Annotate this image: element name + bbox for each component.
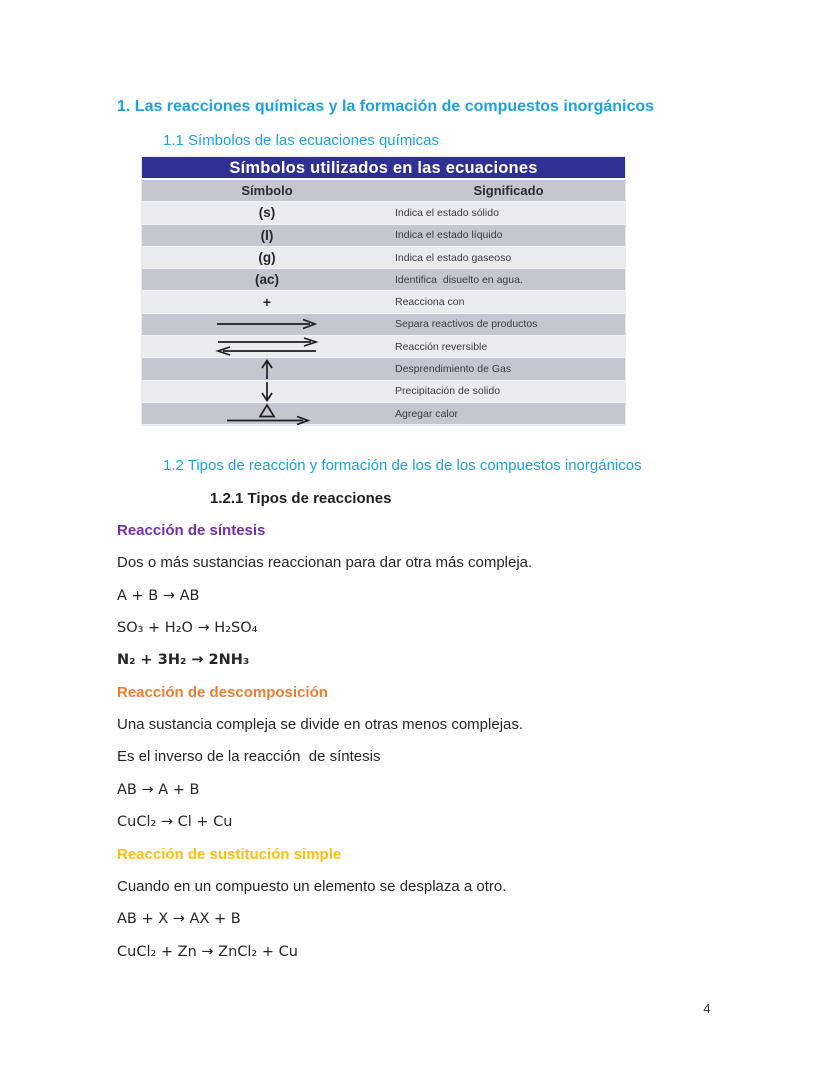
heading-tipos-reacciones: 1.2.1 Tipos de reacciones <box>210 490 392 507</box>
section-heading: Reacción de descomposición <box>117 683 328 701</box>
column-header-significado: Significado <box>473 183 544 199</box>
meaning-cell: Reacciona con <box>395 296 465 309</box>
equation-line: AB → A + B <box>117 781 200 798</box>
page-title: 1. Las reacciones químicas y la formación de compuestos inorgánicos <box>117 98 655 115</box>
symbol-cell: (g) <box>258 250 276 266</box>
page-number: 4 <box>703 1001 711 1016</box>
meaning-cell: Identifica disuelto en agua. <box>395 273 523 286</box>
table-row <box>142 358 625 380</box>
table-title: Símbolos utilizados en las ecuaciones <box>142 157 625 180</box>
column-header-simbolo: Símbolo <box>241 183 293 199</box>
paragraph-line: Es el inverso de la reacción de síntesis <box>117 748 381 766</box>
meaning-cell: Separa reactivos de productos <box>395 318 538 331</box>
equation-line: CuCl₂ → Cl + Cu <box>117 814 233 831</box>
symbol-cell: (ac) <box>254 272 279 288</box>
symbols-table <box>142 157 625 425</box>
table-row <box>142 247 625 269</box>
section-heading: Reacción de sustitución simple <box>117 845 342 863</box>
delta-right-arrow-icon <box>142 402 392 425</box>
reversible-arrows-icon <box>142 337 392 356</box>
meaning-cell: Indica el estado gaseoso <box>395 251 512 264</box>
equation-line: N₂ + 3H₂ → 2NH₃ <box>117 652 250 669</box>
paragraph-line: Cuando en un compuesto un elemento se desplaza a otro. <box>117 877 507 895</box>
meaning-cell: Indica el estado líquido <box>395 229 503 242</box>
equation-line: CuCl₂ + Zn → ZnCl₂ + Cu <box>117 943 298 960</box>
table-row <box>142 314 625 336</box>
section-heading: Reacción de síntesis <box>117 522 266 539</box>
table-body <box>142 202 625 425</box>
table-row <box>142 225 625 247</box>
heading-tipos: 1.2 Tipos de reacción y formación de los de los compuestos inorgánicos <box>163 457 642 474</box>
table-row <box>142 202 625 224</box>
down-arrow-icon <box>142 381 392 402</box>
meaning-cell: Indica el estado sólido <box>395 206 499 219</box>
table-row <box>142 381 625 403</box>
up-arrow-icon <box>142 359 392 380</box>
meaning-cell: Reacción reversible <box>395 340 488 353</box>
symbol-cell: (s) <box>258 205 276 221</box>
symbol-cell: (l) <box>260 227 274 243</box>
table-row <box>142 403 625 425</box>
table-row <box>142 291 625 313</box>
equation-line: AB + X → AX + B <box>117 911 241 928</box>
table-row <box>142 269 625 291</box>
table-row <box>142 336 625 358</box>
equation-line: SO₃ + H₂O → H₂SO₄ <box>117 620 258 637</box>
meaning-cell: Desprendimiento de Gas <box>395 363 512 376</box>
paragraph-line: Una sustancia compleja se divide en otras menos complejas. <box>117 716 524 734</box>
meaning-cell: Precipitación de solido <box>395 385 501 398</box>
equation-line: A + B → AB <box>117 587 200 604</box>
long-right-arrow-icon <box>142 317 392 331</box>
symbol-cell: + <box>262 294 272 311</box>
heading-simbolos: 1.1 Símbolos de las ecuaciones químicas <box>163 132 439 149</box>
meaning-cell: Agregar calor <box>395 407 459 420</box>
table-header-row <box>142 180 625 202</box>
paragraph-line: Dos o más sustancias reaccionan para dar otra más compleja. <box>117 554 533 572</box>
